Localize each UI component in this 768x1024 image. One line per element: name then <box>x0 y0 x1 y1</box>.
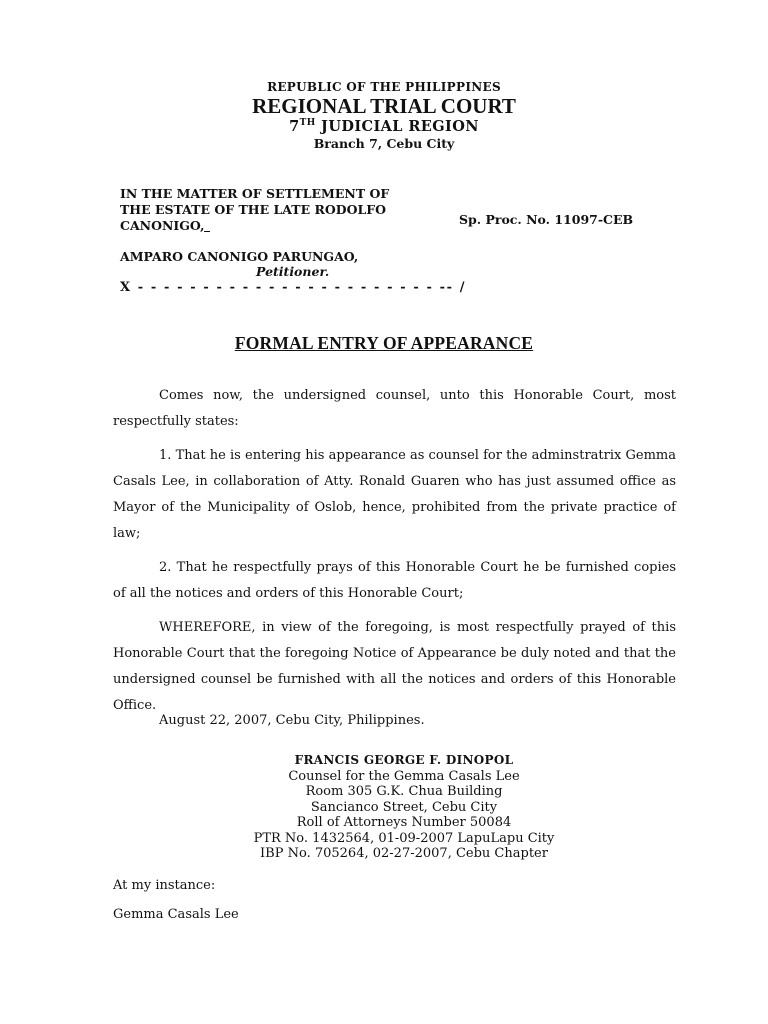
case-number: Sp. Proc. No. 11097-CEB <box>459 212 634 227</box>
region-label: JUDICIAL REGION <box>315 118 479 135</box>
petitioner-name: AMPARO CANONIGO PARUNGAO, <box>120 249 359 264</box>
blank-line <box>204 219 210 232</box>
case-matter <box>120 186 389 234</box>
court-heading: REGIONAL TRIAL COURT <box>252 94 516 118</box>
client-name: Gemma Casals Lee <box>113 907 239 922</box>
body-paragraph: WHEREFORE, in view of the foregoing, is most respectfully prayed of this Honorable Court that the foregoing Notice of Appearance be duly noted and that the undersigned counsel be furnished with all the notices and orders of this Honorable Office. <box>113 620 676 713</box>
document-body <box>113 383 676 719</box>
matter-line: THE ESTATE OF THE LATE RODOLFO <box>120 202 387 217</box>
signature-line: PTR No. 1432564, 01-09-2007 LapuLapu City <box>253 830 555 846</box>
body-paragraph: 2. That he respectfully prays of this Honorable Court he be furnished copies of all the notices and orders of this Honorable Court; <box>113 560 676 601</box>
signature-line: Sancianco Street, Cebu City <box>310 799 498 815</box>
petitioner-role: Petitioner. <box>256 264 330 279</box>
instance-line: At my instance: <box>113 878 216 893</box>
signature-line: Counsel for the Gemma Casals Lee <box>288 768 520 784</box>
body-paragraph: 1. That he is entering his appearance as counsel for the adminstratrix Gemma Casals Lee, in collaboration of Atty. Ronald Guaren who has just assumed office as Mayor of the Municipality of Oslob, hence, prohibited from the private practice of law; <box>113 448 676 541</box>
region-suffix: TH <box>299 118 316 128</box>
signature-line: IBP No. 705264, 02-27-2007, Cebu Chapter <box>260 846 548 861</box>
branch-heading: Branch 7, Cebu City <box>313 136 455 151</box>
region-number: 7 <box>289 118 300 135</box>
matter-line: CANONIGO, <box>120 218 389 234</box>
signature-line: Room 305 G.K. Chua Building <box>305 784 503 799</box>
signature-block <box>214 753 594 862</box>
caption-separator: X - - - - - - - - - - - - - - - - - - - - - - - -- / <box>120 280 467 295</box>
body-paragraph: Comes now, the undersigned counsel, unto this Honorable Court, most respectfully states: <box>113 388 676 429</box>
date-line: August 22, 2007, Cebu City, Philippines. <box>159 713 425 728</box>
signature-line: Roll of Attorneys Number 50084 <box>296 815 512 830</box>
document-title: FORMAL ENTRY OF APPEARANCE <box>234 333 534 353</box>
matter-line: IN THE MATTER OF SETTLEMENT OF <box>120 186 390 201</box>
region-heading <box>0 118 768 135</box>
counsel-name: FRANCIS GEORGE F. DINOPOL <box>294 753 514 767</box>
republic-heading: REPUBLIC OF THE PHILIPPINES <box>267 80 501 94</box>
